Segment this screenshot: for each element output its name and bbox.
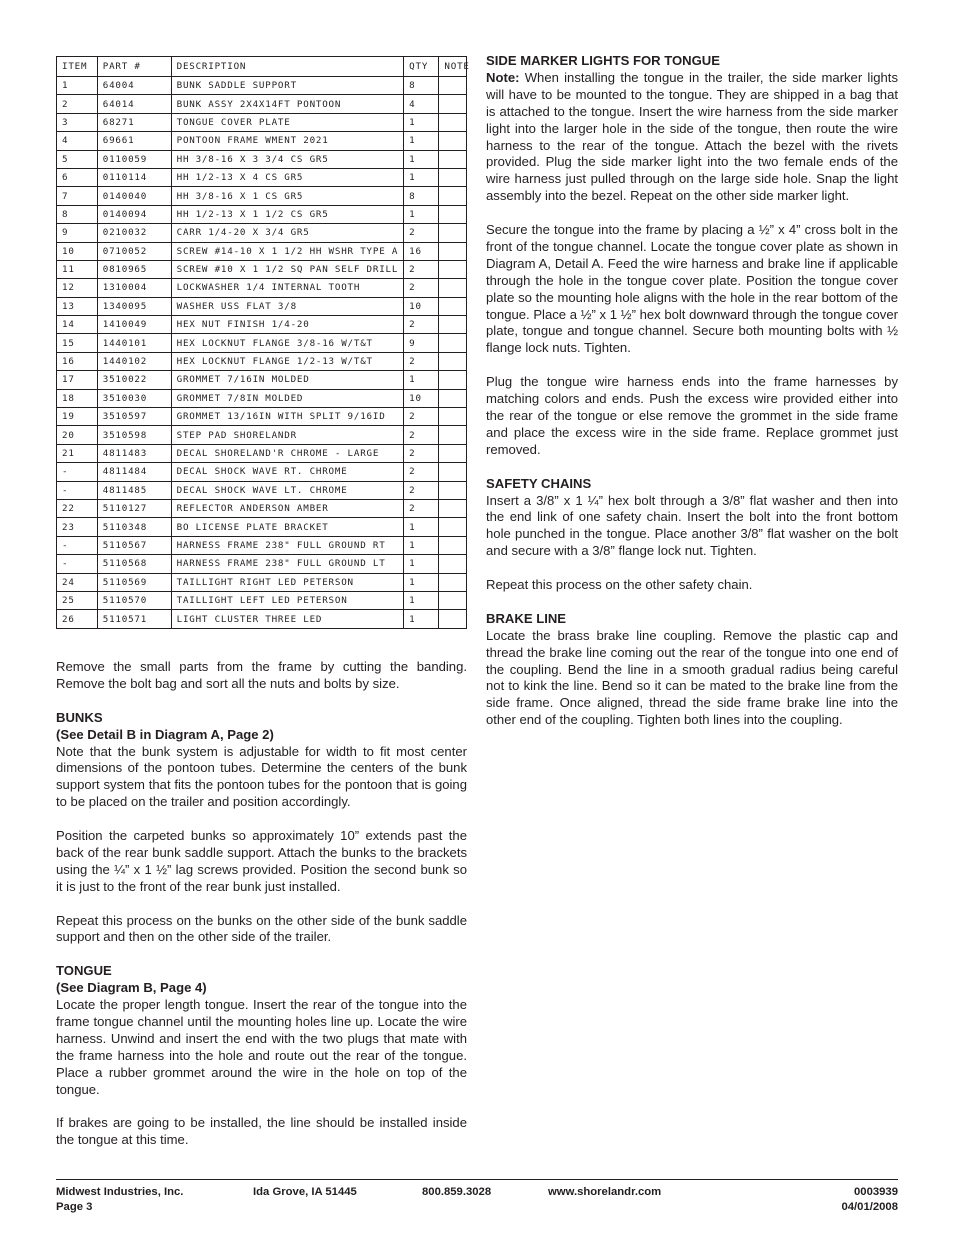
cell-note	[439, 205, 467, 223]
cell-description: GROMMET 7/8IN MOLDED	[171, 389, 404, 407]
table-row	[57, 334, 467, 352]
cell-part-number: 5110569	[97, 573, 171, 591]
cell-part-number: 5110571	[97, 610, 171, 628]
cell-qty: 2	[404, 408, 439, 426]
header-qty: QTY	[404, 57, 439, 77]
table-row	[57, 205, 467, 223]
cell-part-number: 5110568	[97, 555, 171, 573]
side-marker-paragraph	[486, 70, 898, 205]
cell-qty: 1	[404, 132, 439, 150]
cell-item: 11	[57, 260, 98, 278]
cell-note	[439, 481, 467, 499]
cell-item: 20	[57, 426, 98, 444]
cell-part-number: 69661	[97, 132, 171, 150]
table-row	[57, 168, 467, 186]
cell-part-number: 5110348	[97, 518, 171, 536]
cell-note	[439, 573, 467, 591]
table-row	[57, 352, 467, 370]
cell-item: 22	[57, 499, 98, 517]
cell-part-number: 0110059	[97, 150, 171, 168]
cell-description: HH 3/8-16 X 1 CS GR5	[171, 187, 404, 205]
secure-tongue-paragraph: Secure the tongue into the frame by placing a ½” x 4” cross bolt in the front of the tongue channel. Locate the tongue cover plate as shown in Diagram A, Detail A. Feed the wire harness and brake line if applicable through the hole in the tongue cover plate. Position the tongue cover plate so the mounting hole aligns with the hole in the rear bottom of the tongue. Place a ½” x 1 ½” hex bolt downward through the tongue cover plate, tongue and tongue channel. Secure both mounting bolts with ½ flange lock nuts. Tighten.	[486, 222, 898, 356]
cell-qty: 1	[404, 371, 439, 389]
side-marker-heading: SIDE MARKER LIGHTS FOR TONGUE	[486, 53, 720, 68]
table-row	[57, 389, 467, 407]
footer-divider	[56, 1179, 898, 1180]
left-column	[56, 659, 467, 1166]
cell-item: 4	[57, 132, 98, 150]
cell-description: GROMMET 13/16IN WITH SPLIT 9/16ID	[171, 408, 404, 426]
table-row	[57, 591, 467, 609]
cell-qty: 1	[404, 113, 439, 131]
cell-description: BUNK ASSY 2X4X14FT PONTOON	[171, 95, 404, 113]
footer-phone: 800.859.3028	[422, 1186, 492, 1198]
intro-paragraph: Remove the small parts from the frame by cutting the banding. Remove the bolt bag and sort all the nuts and bolts by size.	[56, 659, 467, 691]
cell-part-number: 64004	[97, 77, 171, 95]
cell-part-number: 3510597	[97, 408, 171, 426]
cell-part-number: 0110114	[97, 168, 171, 186]
cell-qty: 8	[404, 187, 439, 205]
cell-note	[439, 499, 467, 517]
cell-item: 1	[57, 77, 98, 95]
cell-note	[439, 224, 467, 242]
cell-qty: 2	[404, 224, 439, 242]
table-row	[57, 371, 467, 389]
table-row	[57, 426, 467, 444]
table-row	[57, 297, 467, 315]
cell-description: TAILLIGHT RIGHT LED PETERSON	[171, 573, 404, 591]
cell-description: GROMMET 7/16IN MOLDED	[171, 371, 404, 389]
bunks-subheading: (See Detail B in Diagram A, Page 2)	[56, 726, 274, 742]
cell-note	[439, 610, 467, 628]
footer-doc-number: 0003939	[854, 1186, 898, 1198]
header-part-number: PART #	[97, 57, 171, 77]
cell-qty: 1	[404, 168, 439, 186]
cell-item: -	[57, 555, 98, 573]
cell-qty: 10	[404, 297, 439, 315]
footer-company: Midwest Industries, Inc.	[56, 1186, 184, 1198]
cell-item: 7	[57, 187, 98, 205]
cell-note	[439, 150, 467, 168]
cell-qty: 2	[404, 352, 439, 370]
cell-description: TONGUE COVER PLATE	[171, 113, 404, 131]
cell-item: 19	[57, 408, 98, 426]
cell-part-number: 0140040	[97, 187, 171, 205]
table-row	[57, 150, 467, 168]
cell-qty: 2	[404, 279, 439, 297]
cell-description: DECAL SHOCK WAVE LT. CHROME	[171, 481, 404, 499]
cell-qty: 10	[404, 389, 439, 407]
cell-part-number: 5110127	[97, 499, 171, 517]
footer-website: www.shorelandr.com	[548, 1186, 662, 1198]
cell-part-number: 4811483	[97, 444, 171, 462]
cell-item: 6	[57, 168, 98, 186]
table-row	[57, 279, 467, 297]
parts-table-body	[57, 77, 467, 629]
cell-item: 9	[57, 224, 98, 242]
cell-qty: 1	[404, 150, 439, 168]
header-note: NOTE	[439, 57, 467, 77]
cell-description: WASHER USS FLAT 3/8	[171, 297, 404, 315]
cell-item: 14	[57, 316, 98, 334]
cell-item: 21	[57, 444, 98, 462]
table-row	[57, 224, 467, 242]
table-row	[57, 536, 467, 554]
cell-part-number: 64014	[97, 95, 171, 113]
cell-note	[439, 408, 467, 426]
cell-qty: 2	[404, 463, 439, 481]
cell-qty: 2	[404, 481, 439, 499]
cell-qty: 8	[404, 77, 439, 95]
cell-description: HARNESS FRAME 238" FULL GROUND RT	[171, 536, 404, 554]
table-row	[57, 555, 467, 573]
cell-qty: 2	[404, 316, 439, 334]
footer-page-number: Page 3	[56, 1201, 93, 1213]
cell-qty: 4	[404, 95, 439, 113]
cell-description: SCREW #10 X 1 1/2 SQ PAN SELF DRILL	[171, 260, 404, 278]
cell-item: 10	[57, 242, 98, 260]
cell-qty: 1	[404, 573, 439, 591]
cell-qty: 2	[404, 260, 439, 278]
cell-note	[439, 334, 467, 352]
cell-note	[439, 591, 467, 609]
cell-note	[439, 518, 467, 536]
table-row	[57, 187, 467, 205]
brake-line-paragraph: Locate the brass brake line coupling. Remove the plastic cap and thread the brake line coming out the rear of the tongue into one end of the coupling. Bend the line in a smooth gradual radius being careful not to kink the line. Bend so it can be mated to the brake line from the side frame. Once aligned, thread the side frame brake line into the other end of the coupling. Tighten both lines into the coupling.	[486, 627, 898, 728]
brake-line-heading: BRAKE LINE	[486, 610, 567, 626]
cell-note	[439, 463, 467, 481]
cell-item: 13	[57, 297, 98, 315]
plug-harness-paragraph: Plug the tongue wire harness ends into the frame harnesses by matching colors and ends. Push the excess wire provided either into the rear of the tongue or else remove the grommet in the side frame and place the excess wire in the side frame. Replace grommet just removed.	[486, 374, 898, 457]
footer-city: Ida Grove, IA 51445	[253, 1186, 357, 1198]
table-row	[57, 444, 467, 462]
cell-description: CARR 1/4-20 X 3/4 GR5	[171, 224, 404, 242]
cell-description: SCREW #14-10 X 1 1/2 HH WSHR TYPE A	[171, 242, 404, 260]
header-item: ITEM	[57, 57, 98, 77]
cell-item: 12	[57, 279, 98, 297]
cell-note	[439, 444, 467, 462]
cell-item: 23	[57, 518, 98, 536]
cell-part-number: 5110570	[97, 591, 171, 609]
cell-note	[439, 242, 467, 260]
table-row	[57, 77, 467, 95]
cell-part-number: 68271	[97, 113, 171, 131]
cell-note	[439, 113, 467, 131]
cell-qty: 1	[404, 610, 439, 628]
cell-part-number: 0140094	[97, 205, 171, 223]
safety-chains-paragraph-1: Insert a 3/8” x 1 ¼” hex bolt through a 3/8” flat washer and then into the end link of one safety chain. Insert the bolt into the front bottom hole punched in the tongue. Place another 3/8” flat washer on the bolt and secure with a 3/8” flange lock nut. Tighten.	[486, 492, 898, 559]
cell-part-number: 0210032	[97, 224, 171, 242]
bunks-paragraph-3: Repeat this process on the bunks on the other side of the bunk saddle support and then on the other side of the trailer.	[56, 912, 467, 945]
cell-part-number: 3510030	[97, 389, 171, 407]
cell-description: PONTOON FRAME WMENT 2021	[171, 132, 404, 150]
cell-description: HH 1/2-13 X 1 1/2 CS GR5	[171, 205, 404, 223]
cell-note	[439, 316, 467, 334]
cell-description: LIGHT CLUSTER THREE LED	[171, 610, 404, 628]
cell-part-number: 1440101	[97, 334, 171, 352]
table-row	[57, 408, 467, 426]
safety-chains-heading: SAFETY CHAINS	[486, 475, 592, 491]
cell-note	[439, 279, 467, 297]
cell-part-number: 3510598	[97, 426, 171, 444]
cell-description: DECAL SHORELAND'R CHROME - LARGE	[171, 444, 404, 462]
tongue-heading: TONGUE	[56, 963, 112, 979]
cell-qty: 1	[404, 555, 439, 573]
table-row	[57, 481, 467, 499]
cell-description: REFLECTOR ANDERSON AMBER	[171, 499, 404, 517]
cell-part-number: 5110567	[97, 536, 171, 554]
right-column	[486, 53, 898, 746]
cell-qty: 16	[404, 242, 439, 260]
cell-note	[439, 132, 467, 150]
cell-note	[439, 297, 467, 315]
cell-part-number: 1310004	[97, 279, 171, 297]
cell-qty: 1	[404, 518, 439, 536]
cell-item: -	[57, 536, 98, 554]
cell-description: DECAL SHOCK WAVE RT. CHROME	[171, 463, 404, 481]
cell-qty: 1	[404, 536, 439, 554]
cell-part-number: 4811485	[97, 481, 171, 499]
cell-qty: 1	[404, 205, 439, 223]
cell-note	[439, 555, 467, 573]
cell-part-number: 0810965	[97, 260, 171, 278]
cell-item: 16	[57, 352, 98, 370]
cell-item: 5	[57, 150, 98, 168]
cell-description: HARNESS FRAME 238" FULL GROUND LT	[171, 555, 404, 573]
cell-note	[439, 168, 467, 186]
bunks-paragraph-2: Position the carpeted bunks so approximately 10” extends past the back of the rear bunk saddle support. Attach the bunks to the brackets using the ¼” x 1 ½” lag screws provided. Position the second bunk so it is just to the front of the rear bunk just installed.	[56, 828, 467, 894]
table-row	[57, 113, 467, 131]
cell-description: HEX LOCKNUT FLANGE 3/8-16 W/T&T	[171, 334, 404, 352]
table-row	[57, 316, 467, 334]
cell-item: 3	[57, 113, 98, 131]
cell-note	[439, 389, 467, 407]
table-row	[57, 260, 467, 278]
cell-item: 26	[57, 610, 98, 628]
cell-note	[439, 260, 467, 278]
table-row	[57, 518, 467, 536]
footer-date: 04/01/2008	[841, 1201, 898, 1213]
bunks-heading: BUNKS	[56, 709, 103, 725]
header-description: DESCRIPTION	[171, 57, 404, 77]
safety-chains-paragraph-2: Repeat this process on the other safety chain.	[486, 577, 753, 593]
table-row	[57, 463, 467, 481]
cell-description: STEP PAD SHORELANDR	[171, 426, 404, 444]
cell-part-number: 0710052	[97, 242, 171, 260]
tongue-paragraph-1: Locate the proper length tongue. Insert the rear of the tongue into the frame tongue channel until the mounting holes line up. Locate the wire harness. Unwind and insert the end with the two plugs that mate with the frame harness into the hole and route out the rear of the tongue. Place a rubber grommet around the wire in the hole on top of the tongue.	[56, 997, 467, 1097]
cell-description: HH 3/8-16 X 3 3/4 CS GR5	[171, 150, 404, 168]
cell-part-number: 1440102	[97, 352, 171, 370]
table-row	[57, 132, 467, 150]
side-marker-note-text: When installing the tongue in the trailer, the side marker lights will have to be mounted to the tongue. They are shipped in a bag that is attached to the tongue. Insert the wire harness from the side marker light into the larger hole in the side of the tongue, then route the wire harness to the rear of the tongue. Attach the bezel with the rivets provided. Plug the side marker light into the two female ends of the wire harness just pulled through on the large side hole. Snap the light assembly into the bezel. Repeat on the other side marker light.	[486, 69, 898, 204]
cell-description: LOCKWASHER 1/4 INTERNAL TOOTH	[171, 279, 404, 297]
cell-note	[439, 352, 467, 370]
cell-note	[439, 371, 467, 389]
cell-qty: 2	[404, 499, 439, 517]
cell-item: 24	[57, 573, 98, 591]
cell-note	[439, 536, 467, 554]
bunks-paragraph-1: Note that the bunk system is adjustable for width to fit most center dimensions of the pontoon tubes. Determine the centers of the bunk support system that fits the pontoon tubes for the pontoon that is going to be placed on the trailer and position accordingly.	[56, 743, 467, 810]
table-row	[57, 242, 467, 260]
cell-item: 8	[57, 205, 98, 223]
cell-description: HEX LOCKNUT FLANGE 1/2-13 W/T&T	[171, 352, 404, 370]
table-row	[57, 610, 467, 628]
table-row	[57, 499, 467, 517]
cell-item: -	[57, 481, 98, 499]
cell-part-number: 1340095	[97, 297, 171, 315]
cell-description: BO LICENSE PLATE BRACKET	[171, 518, 404, 536]
note-label: Note:	[486, 69, 520, 85]
cell-item: 25	[57, 591, 98, 609]
cell-description: TAILLIGHT LEFT LED PETERSON	[171, 591, 404, 609]
cell-item: 15	[57, 334, 98, 352]
cell-note	[439, 95, 467, 113]
cell-item: 18	[57, 389, 98, 407]
cell-item: 17	[57, 371, 98, 389]
cell-qty: 9	[404, 334, 439, 352]
cell-note	[439, 426, 467, 444]
cell-description: HH 1/2-13 X 4 CS GR5	[171, 168, 404, 186]
table-header-row	[57, 57, 467, 77]
table-row	[57, 573, 467, 591]
cell-qty: 1	[404, 591, 439, 609]
tongue-paragraph-2: If brakes are going to be installed, the line should be installed inside the tongue at this time.	[56, 1115, 467, 1148]
table-row	[57, 95, 467, 113]
cell-note	[439, 187, 467, 205]
cell-description: HEX NUT FINISH 1/4-20	[171, 316, 404, 334]
cell-part-number: 1410049	[97, 316, 171, 334]
tongue-subheading: (See Diagram B, Page 4)	[56, 980, 207, 996]
cell-item: 2	[57, 95, 98, 113]
parts-table	[56, 56, 470, 629]
cell-part-number: 4811484	[97, 463, 171, 481]
cell-qty: 2	[404, 426, 439, 444]
cell-description: BUNK SADDLE SUPPORT	[171, 77, 404, 95]
cell-part-number: 3510022	[97, 371, 171, 389]
cell-qty: 2	[404, 444, 439, 462]
cell-item: -	[57, 463, 98, 481]
cell-note	[439, 77, 467, 95]
